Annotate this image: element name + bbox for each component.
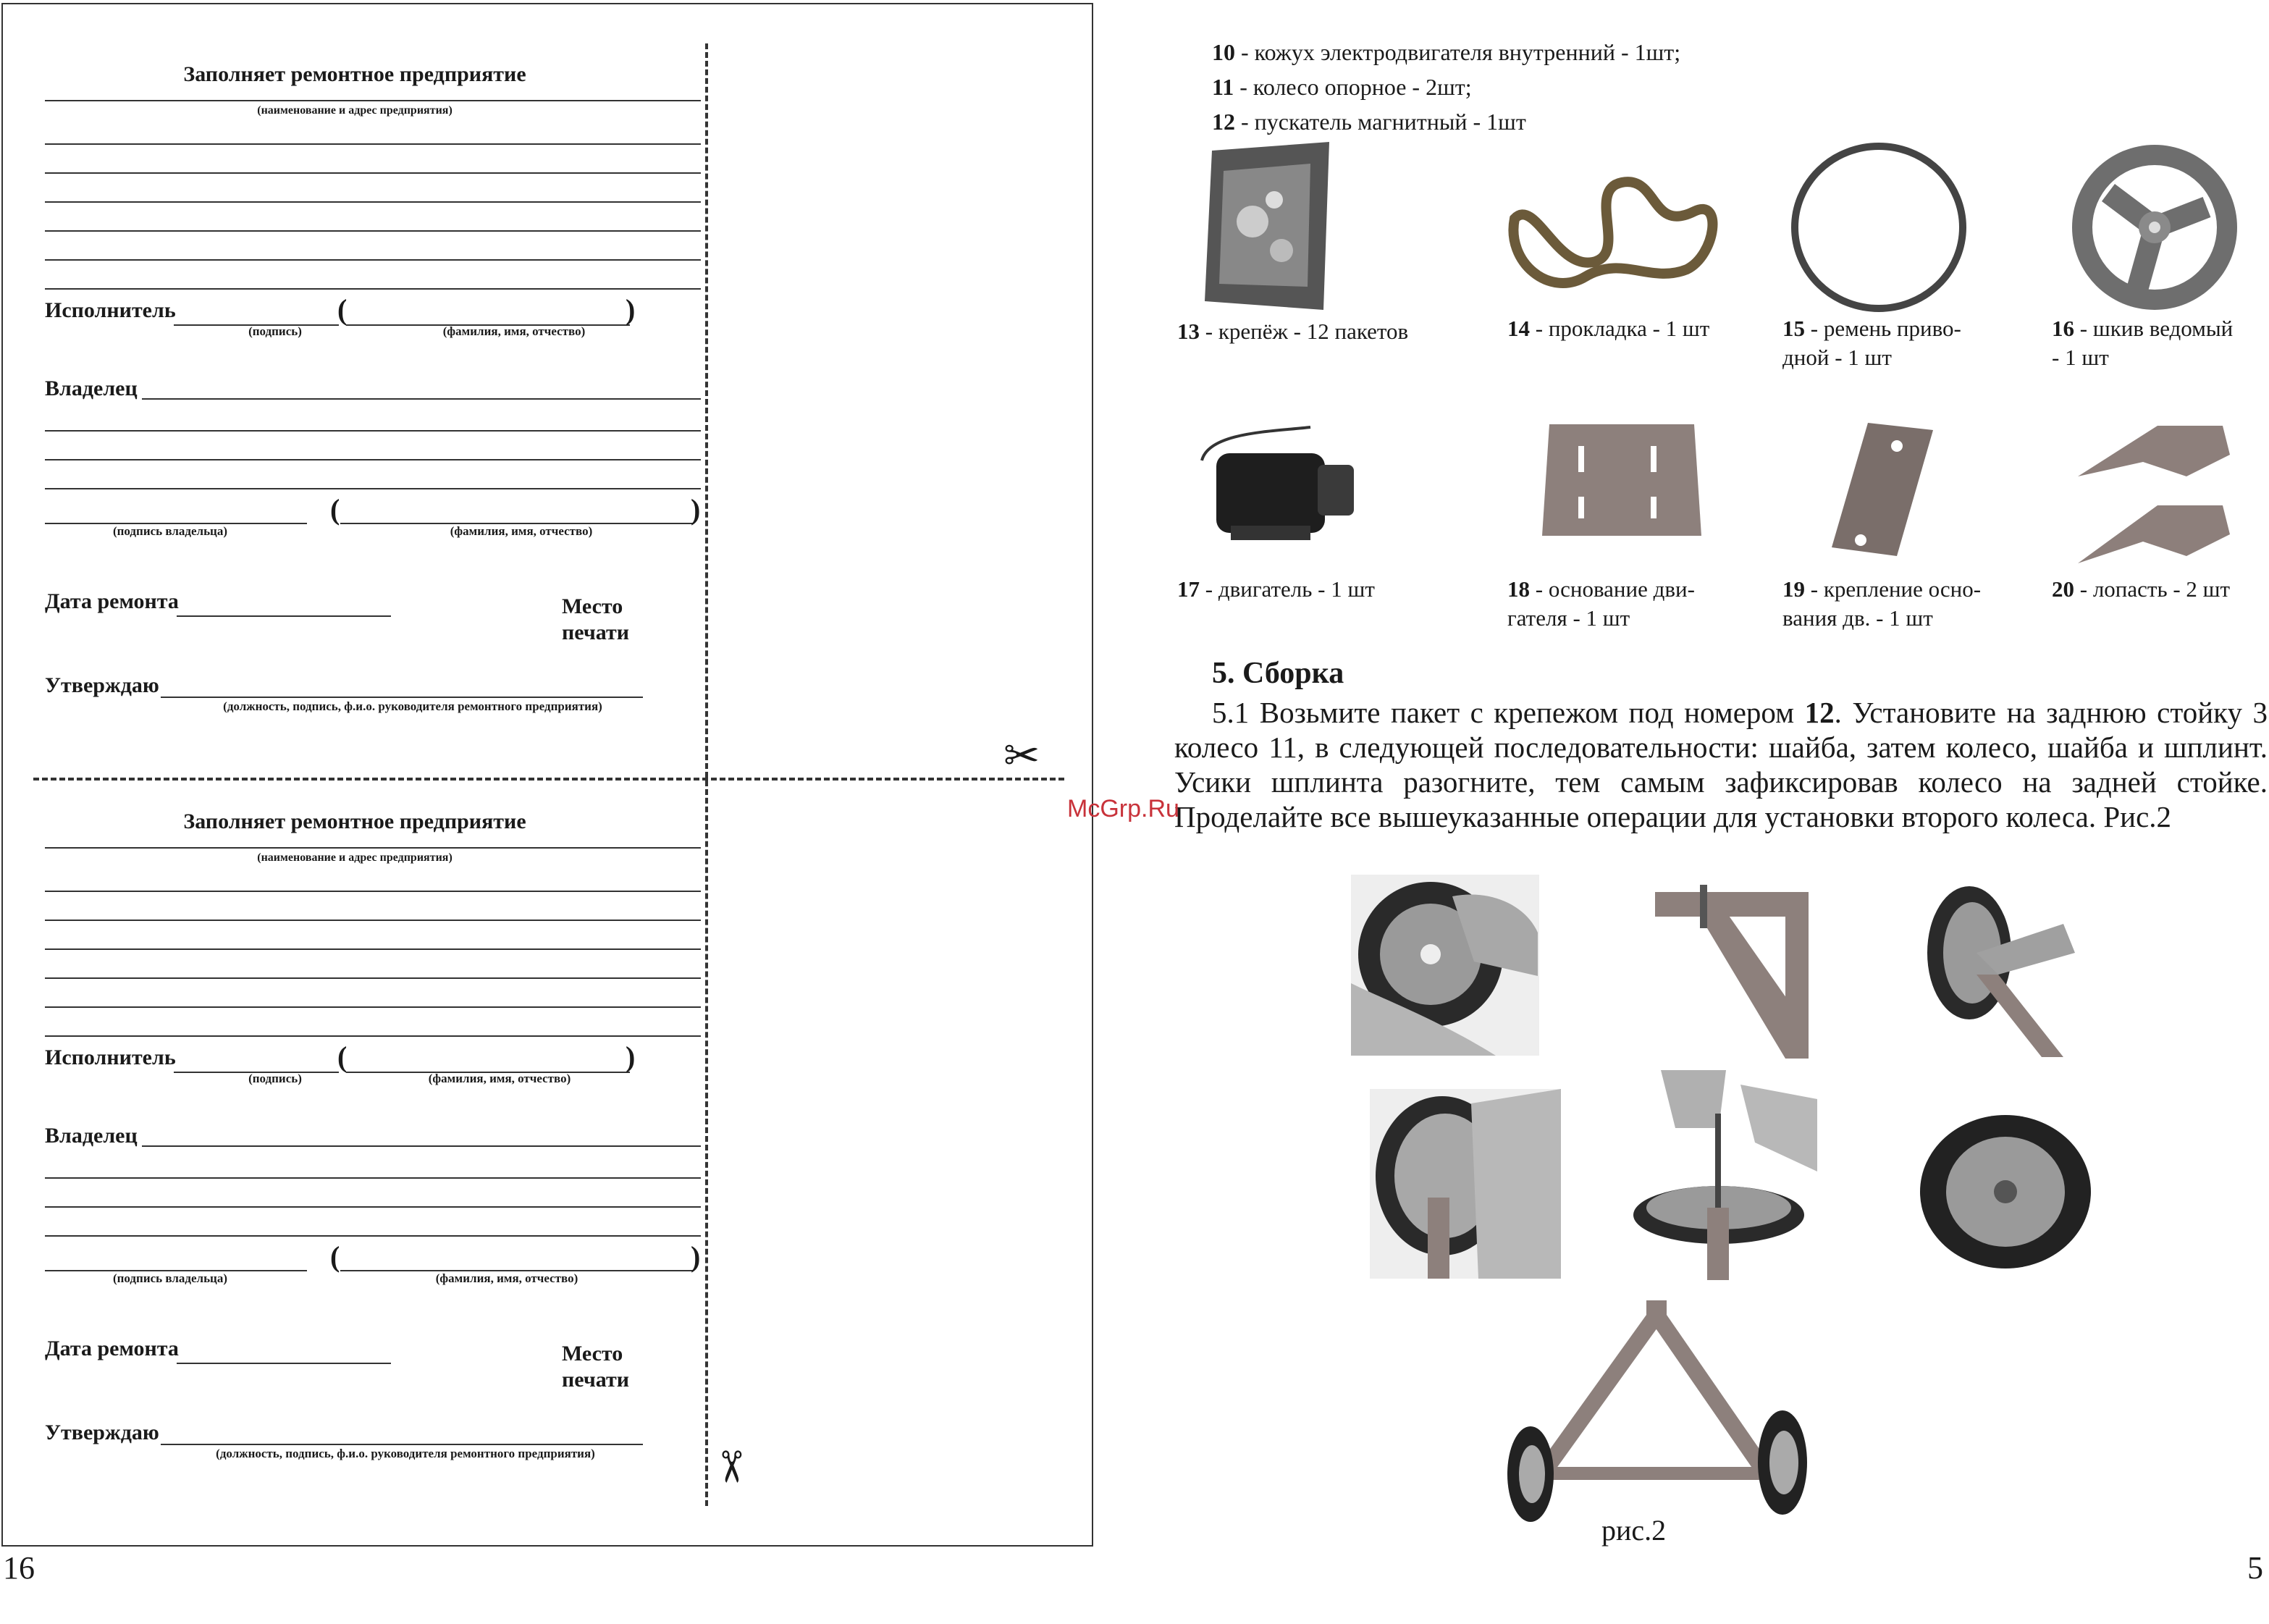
stamp-place [562,1341,629,1393]
parts-list-item: 11 - колесо опорное - 2шт; [1212,74,1472,100]
owner-line[interactable] [45,1235,701,1237]
owner-name-caption: (фамилия, имя, отчество) [450,524,593,538]
address-line[interactable] [45,920,701,921]
parts-list-item: 12 - пускатель магнитный - 1шт [1212,109,1526,135]
assembly-photo-4 [1370,1089,1561,1279]
owner-line[interactable] [45,459,701,460]
owner-label: Владелец [45,376,138,400]
executor-name-caption: (фамилия, имя, отчество) [428,1072,571,1085]
part-caption-15: 15 - ремень приво- дной - 1 шт [1782,316,1961,370]
page-number-right: 5 [2247,1550,2263,1586]
part-caption-17: 17 - двигатель - 1 шт [1177,576,1375,602]
assembly-photo-3 [1919,880,2078,1057]
owner-line[interactable] [45,430,701,432]
gasket-image [1506,168,1723,291]
blade-image [2071,411,2237,571]
address-line[interactable] [45,977,701,979]
address-line[interactable] [45,891,701,892]
owner-sign-caption: (подпись владельца) [112,524,228,538]
fastener-bag-image [1202,142,1332,316]
approve-label: Утверждаю [45,673,159,697]
repair-date-line[interactable] [177,1363,391,1364]
address-line[interactable] [45,948,701,950]
motor-base-mount-image [1824,417,1962,562]
part-caption-20: 20 - лопасть - 2 шт [2052,576,2231,602]
motor-image [1187,417,1368,547]
paren-close: ) [626,293,636,326]
owner-line[interactable] [45,1177,701,1179]
motor-base-image [1535,417,1709,543]
executor-sign-caption: (подпись) [248,1072,302,1085]
paren-open: ( [337,1040,348,1073]
approve-line[interactable] [161,1444,643,1445]
paren-open: ( [337,293,348,326]
stamp-place [562,594,629,646]
address-line[interactable] [45,143,701,145]
owner-line[interactable] [142,1145,701,1147]
part-caption-18: 18 - основание дви- гателя - 1 шт [1507,576,1695,631]
approve-label: Утверждаю [45,1421,159,1444]
paren-close: ) [626,1040,636,1073]
paren-close: ) [691,493,701,526]
approve-line[interactable] [161,697,643,698]
repair-date-label: Дата ремонта [45,1337,179,1360]
executor-label: Исполнитель [45,1045,176,1069]
figure-caption: рис.2 [1601,1514,1667,1547]
scissors-icon: ✂ [1003,732,1040,780]
assembly-photo-2 [1655,885,1809,1059]
approve-caption: (должность, подпись, ф.и.о. руководителя ремонтного предприятия) [223,699,602,713]
assembly-photo-6 [1919,1114,2092,1269]
scissors-icon: ✂ [707,1448,755,1486]
owner-label: Владелец [45,1124,138,1148]
owner-name-caption: (фамилия, имя, отчество) [435,1271,578,1285]
section-title: 5. Сборка [1212,657,1344,690]
address-line[interactable] [45,230,701,232]
owner-line[interactable] [142,398,701,400]
form-rule [45,847,701,849]
page-number-left: 16 [3,1550,35,1586]
address-line[interactable] [45,201,701,203]
horizontal-cut-line [33,778,1064,781]
owner-sign-caption: (подпись владельца) [112,1271,228,1285]
executor-label: Исполнитель [45,298,176,322]
stamp-line-1: Место [562,594,623,618]
drive-belt-image [1788,140,1969,314]
repair-date-label: Дата ремонта [45,589,179,613]
stamp-line-1: Место [562,1342,623,1366]
vertical-cut-line [705,43,708,1506]
parts-list-item: 10 - кожух электродвигателя внутренний - 1шт; [1212,39,1681,65]
part-caption-13: 13 - крепёж - 12 пакетов [1177,319,1409,344]
address-line[interactable] [45,1006,701,1008]
approve-caption: (должность, подпись, ф.и.о. руководителя ремонтного предприятия) [216,1447,595,1460]
part-caption-16: 16 - шкив ведомый - 1 шт [2052,316,2234,370]
repair-date-line[interactable] [177,615,391,617]
stamp-line-2: печати [562,1368,630,1392]
executor-name-caption: (фамилия, имя, отчество) [442,324,586,338]
assembly-photo-1 [1351,875,1539,1056]
part-caption-19: 19 - крепление осно- вания дв. - 1 шт [1782,576,1982,631]
address-line[interactable] [45,1035,701,1037]
assembly-photo-7 [1502,1300,1810,1525]
driven-pulley-image [2065,140,2244,314]
paren-open: ( [330,1240,340,1273]
form-title: Заполняет ремонтное предприятие [183,62,526,86]
form-title-caption: (наименование и адрес предприятия) [257,104,452,117]
form-title-caption: (наименование и адрес предприятия) [257,851,452,864]
address-line[interactable] [45,172,701,174]
paren-close: ) [691,1240,701,1273]
form-title: Заполняет ремонтное предприятие [183,809,526,833]
paren-open: ( [330,493,340,526]
owner-line[interactable] [45,488,701,489]
assembly-photo-5 [1632,1070,1817,1280]
watermark: McGrp.Ru [1067,795,1179,822]
stamp-line-2: печати [562,620,630,644]
owner-line[interactable] [45,1206,701,1208]
address-line[interactable] [45,259,701,261]
assembly-paragraph: 5.1 Возьмите пакет с крепежом под номером 12. Установите на заднюю стойку 3 колесо 11, в следующей последовательности: шайба, затем колесо, шайба и шплинт. Усики шплинта разогните, тем самым зафиксировав колесо на задней стойке. Проделайте все вышеуказанные операции для установки второго колеса. Рис.2 [1174,696,2268,833]
executor-sign-caption: (подпись) [248,324,302,338]
part-caption-14: 14 - прокладка - 1 шт [1507,316,1710,341]
left-page-frame [1,3,1093,1547]
address-line[interactable] [45,288,701,290]
form-rule [45,100,701,101]
